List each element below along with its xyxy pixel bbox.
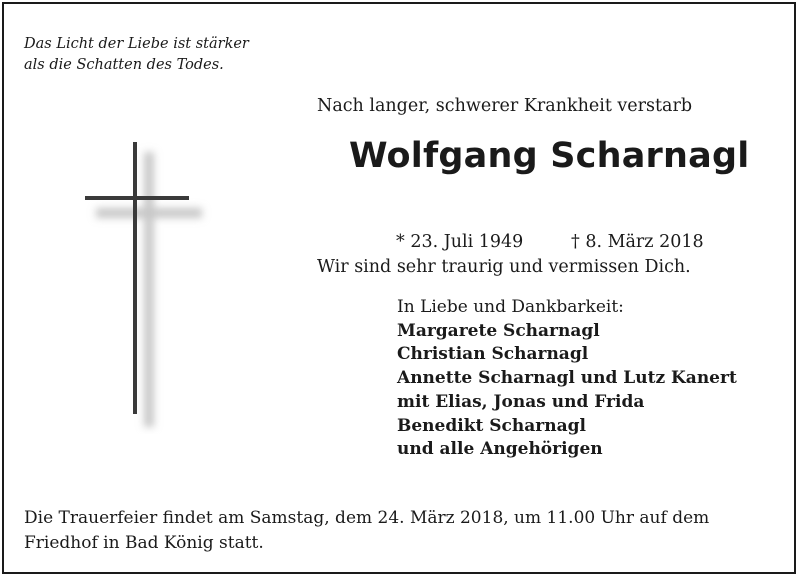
birth-date: * 23. Juli 1949 xyxy=(396,232,524,252)
family-list xyxy=(397,296,737,462)
family-member: Margarete Scharnagl xyxy=(397,320,600,341)
intro-text: Nach langer, schwerer Krankheit verstarb xyxy=(317,96,693,116)
cross-icon xyxy=(74,134,214,434)
deceased-name: Wolfgang Scharnagl xyxy=(349,136,750,176)
family-member: Benedikt Scharnagl xyxy=(397,415,586,436)
ceremony-line-2: Friedhof in Bad König statt. xyxy=(24,533,264,553)
motto xyxy=(24,34,304,76)
message-text: Wir sind sehr traurig und vermissen Dich. xyxy=(317,257,691,277)
family-member: mit Elias, Jonas und Frida xyxy=(397,391,645,412)
obituary-notice xyxy=(2,2,796,574)
ceremony-line-1: Die Trauerfeier findet am Samstag, dem 24. März 2018, um 11.00 Uhr auf dem xyxy=(24,508,710,528)
family-member: Annette Scharnagl und Lutz Kanert xyxy=(397,368,737,389)
motto-line-1: Das Licht der Liebe ist stärker xyxy=(24,36,249,52)
death-date: † 8. März 2018 xyxy=(571,232,704,252)
family-member: Christian Scharnagl xyxy=(397,344,589,365)
ceremony-info xyxy=(24,506,784,556)
family-heading: In Liebe und Dankbarkeit: xyxy=(397,297,624,317)
motto-line-2: als die Schatten des Todes. xyxy=(24,57,224,73)
family-member: und alle Angehörigen xyxy=(397,439,603,460)
